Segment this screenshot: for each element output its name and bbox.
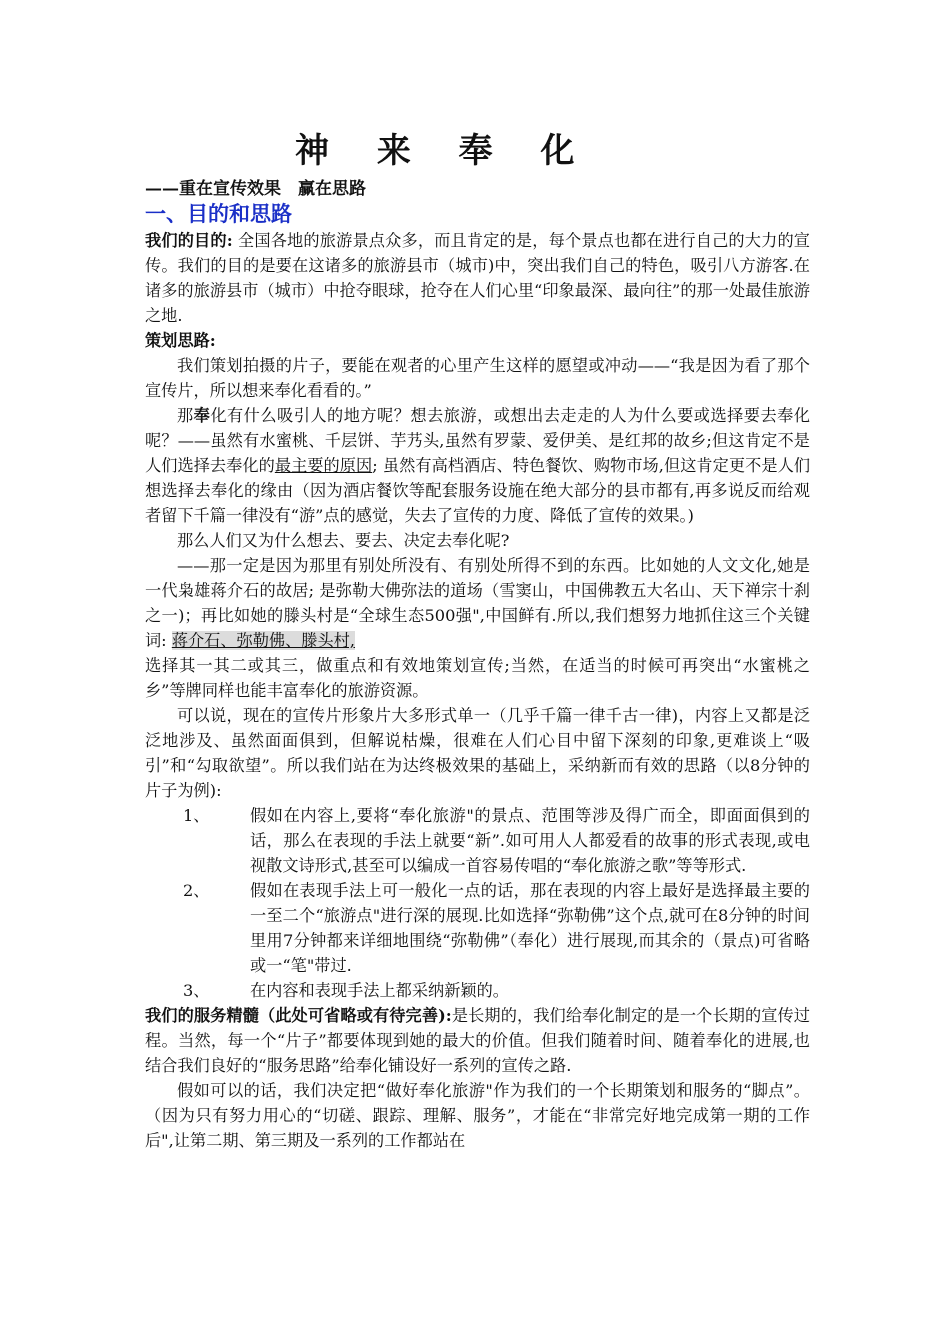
list-number: 2、 <box>183 881 210 900</box>
section-heading-purpose: 一、目的和思路 <box>145 201 292 226</box>
strategy-p4-b: 选择其一其二或其三，做重点和有效地策划宣传;当然，在适当的时候可再突出“水蜜桃之乡”等牌同样也能丰富奉化的旅游资源。 <box>145 656 810 700</box>
strategy-p2-underlined: 最主要的原因 <box>274 456 373 475</box>
strategy-p4-a: ——那一定是因为那里有别处所没有、有别处所得不到的东西。比如她的人文文化,她是一代枭雄蒋介石的故居; 是弥勒大佛弥法的道场（雪窦山，中国佛教五大名山、天下禅宗十刹之一)；再比如她的滕头村是“全球生态500强",中国鲜有.所以,我们想努力地抓住这三个关键词: <box>145 556 810 650</box>
purpose-label: 我们的目的: <box>145 231 233 250</box>
strategy-p2-a: 那 <box>177 406 194 425</box>
keywords-highlight: 蒋介石、弥勒佛、滕头村, <box>171 631 356 650</box>
strategy-paragraph-5: 可以说，现在的宣传片形象片大多形式单一（几乎千篇一律千古一律)，内容上又都是泛泛地涉及、虽然面面俱到，但解说枯燥，很难在人们心目中留下深刻的印象,更难谈上“吸引”和“勾取欲望”。所以我们站在为达终极效果的基础上，采纳新而有效的思路（以8分钟的片子为例): <box>145 706 810 800</box>
page-title: 神 来 奉 化 <box>295 131 593 171</box>
service-text: 是长期的，我们给奉化制定的是一个长期的宣传过程。当然，每一个“片子”都要体现到她的最大的价值。但我们随着时间、随着奉化的进展,也结合我们良好的“服务思路”给奉化铺设好一系列的宣传之路. <box>145 1006 810 1075</box>
list-text: 假如在表现手法上可一般化一点的话，那在表现的内容上最好是选择最主要的一至二个“旅游点"进行深的展现.比如选择“弥勒佛”这个点,就可在8分钟的时间里用7分钟都来详细地围绕“弥勒佛”（奉化）进行展现,而其余的（景点)可省略或一“笔"带过. <box>250 881 810 975</box>
strategy-p2-bold: 奉 <box>193 406 211 425</box>
document-page <box>145 126 810 1153</box>
list-number: 3、 <box>183 981 210 1000</box>
list-text: 假如在内容上,要将“奉化旅游"的景点、范围等涉及得广而全，即面面俱到的话，那么在表现的手法上就要“新”.如可用人人都爱看的故事的形式表现,或电视散文诗形式,甚至可以编成一首容易传唱的“奉化旅游之歌”等等形式. <box>250 806 810 875</box>
strategy-paragraph-4 <box>145 553 810 703</box>
strategy-p2-c: 化有什么吸引人的地方呢？想去旅游，或想出去走走的人为什么要或选择要去奉化呢？——虽然有水蜜桃、千层饼、芋艿头,虽然有罗蒙、爱伊美、是红邦的故乡;但这肯定不是人们选择去奉化的 <box>145 406 810 475</box>
list-item <box>145 803 810 878</box>
strategy-paragraph-3: 那么人们又为什么想去、要去、决定去奉化呢? <box>177 531 510 550</box>
list-item <box>145 878 810 978</box>
strategy-paragraph-1: 我们策划拍摄的片子，要能在观者的心里产生这样的愿望或冲动——“我是因为看了那个宣传片，所以想来奉化看看的。” <box>145 356 810 400</box>
strategy-paragraph-2 <box>145 403 810 528</box>
service-label: 我们的服务精髓（此处可省略或有待完善): <box>145 1006 452 1025</box>
service-paragraph-2: 假如可以的话，我们决定把“做好奉化旅游"作为我们的一个长期策划和服务的“脚点”。（因为只有努力用心的“切磋、跟踪、理解、服务”，才能在“非常完好地完成第一期的工作后",让第二期、第三期及一系列的工作都站在 <box>145 1081 810 1150</box>
strategy-p2-d: ; 虽然有高档酒店、特色餐饮、购物市场,但这肯定更不是人们想选择去奉化的缘由（因为酒店餐饮等配套服务设施在绝大部分的县市都有,再多说反而给观者留下千篇一律没有“游”点的感觉，失去了宣传的力度、降低了宣传的效果。) <box>145 456 811 525</box>
list-item <box>145 978 810 1003</box>
strategy-label: 策划思路: <box>145 331 216 350</box>
list-text: 在内容和表现手法上都采纳新颖的。 <box>250 981 509 1000</box>
purpose-text: 全国各地的旅游景点众多，而且肯定的是，每个景点也都在进行自己的大力的宣传。我们的目的是要在这诸多的旅游县市（城市)中，突出我们自己的特色，吸引八方游客.在诸多的旅游县市（城市）中抢夺眼球，抢夺在人们心里“印象最深、最向往”的那一处最佳旅游之地. <box>145 231 810 325</box>
list-number: 1、 <box>183 806 210 825</box>
purpose-paragraph <box>145 228 810 328</box>
service-paragraph <box>145 1003 810 1078</box>
approach-list <box>145 803 810 1003</box>
page-subtitle: ——重在宣传效果 赢在思路 <box>145 179 366 199</box>
